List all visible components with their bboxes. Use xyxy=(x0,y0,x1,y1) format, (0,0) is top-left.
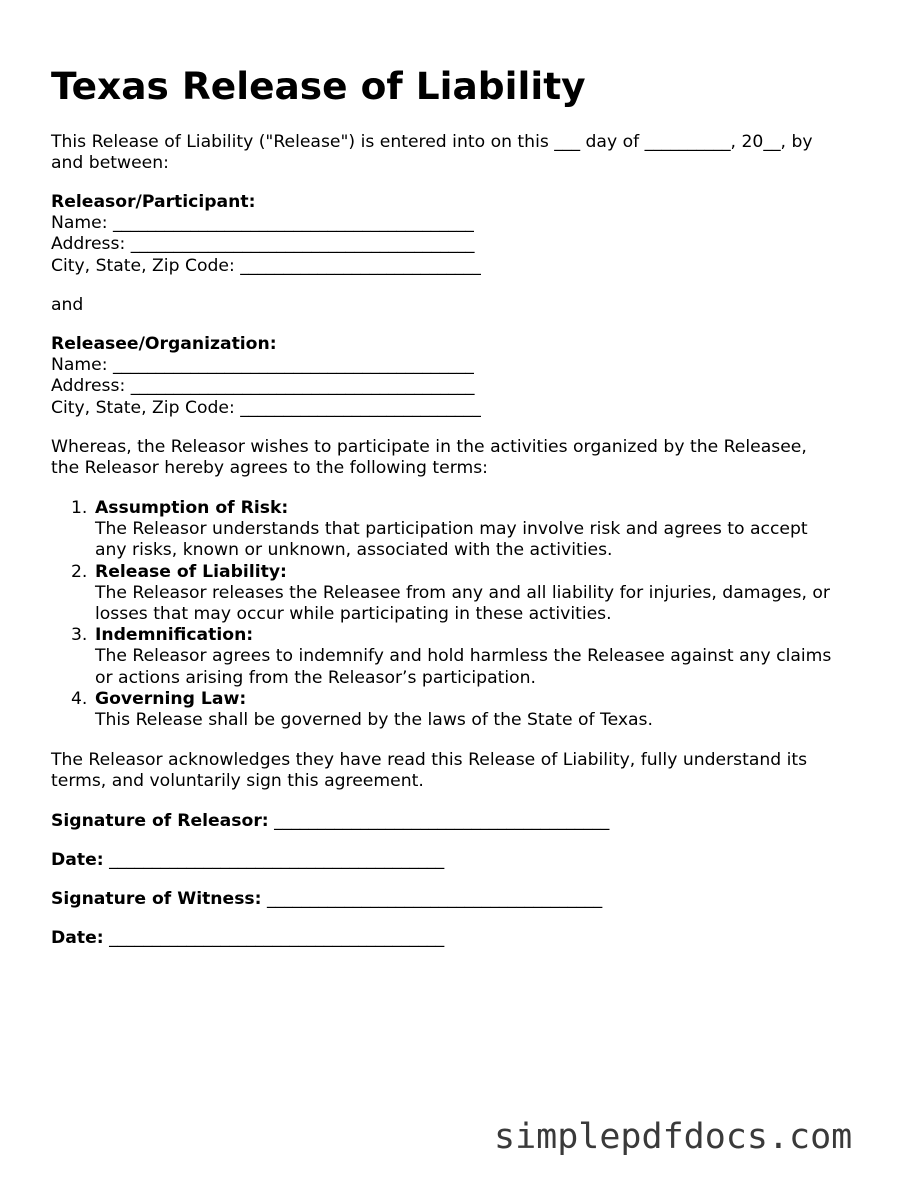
list-item xyxy=(51,689,871,731)
list-item xyxy=(51,625,871,689)
list-item xyxy=(51,562,871,626)
intro-line-2: and between: xyxy=(51,153,169,174)
releasor-address-field[interactable]: Address: ________________________________________ xyxy=(51,234,475,255)
releasee-name-field[interactable]: Name: __________________________________________ xyxy=(51,355,474,376)
and-label: and xyxy=(51,295,84,315)
releasor-signature-row[interactable] xyxy=(51,811,871,832)
term-text-line: or actions arising from the Releasor’s participation. xyxy=(95,667,536,688)
date-label-1: Date: xyxy=(51,850,104,870)
releasor-city-field[interactable]: City, State, Zip Code: ____________________________ xyxy=(51,255,481,276)
date-line-1[interactable]: _______________________________________ xyxy=(103,850,445,870)
witness-signature-row[interactable] xyxy=(51,889,871,910)
term-number: 2. xyxy=(71,561,88,582)
term-heading: Assumption of Risk: xyxy=(95,498,289,518)
witness-signature-label: Signature of Witness: xyxy=(51,889,262,909)
term-number: 3. xyxy=(71,625,88,646)
date-row-1[interactable] xyxy=(51,850,871,871)
term-number: 1. xyxy=(71,498,88,518)
releasee-address-field[interactable]: Address: ________________________________________ xyxy=(51,376,475,397)
page-title: Texas Release of Liability xyxy=(51,64,586,108)
intro-paragraph xyxy=(51,132,871,174)
acknowledgement-paragraph xyxy=(51,750,871,792)
date-row-2[interactable] xyxy=(51,928,871,949)
releasor-heading: Releasor/Participant: xyxy=(51,192,256,212)
and-text xyxy=(51,295,871,316)
terms-list xyxy=(51,498,871,731)
term-text-line: losses that may occur while participating in these activities. xyxy=(95,604,612,625)
whereas-paragraph xyxy=(51,437,871,479)
term-text-line: any risks, known or unknown, associated with the activities. xyxy=(95,540,613,561)
releasee-city-field[interactable]: City, State, Zip Code: ____________________________ xyxy=(51,397,481,418)
term-text-line: The Releasor understands that participation may involve risk and agrees to accept xyxy=(95,519,808,540)
term-heading: Release of Liability: xyxy=(95,561,287,582)
acknowledgement-line-1: The Releasor acknowledges they have read this Release of Liability, fully understand its xyxy=(51,750,808,770)
releasor-signature-label: Signature of Releasor: xyxy=(51,811,269,831)
list-item xyxy=(51,498,871,562)
releasee-section xyxy=(51,334,871,419)
acknowledgement-line-2: terms, and voluntarily sign this agreement. xyxy=(51,771,424,792)
term-text-line: The Releasor agrees to indemnify and hold harmless the Releasee against any claims xyxy=(95,646,832,667)
watermark: simplepdfdocs.com xyxy=(494,1117,853,1157)
date-line-2[interactable]: _______________________________________ xyxy=(103,928,445,948)
term-heading: Indemnification: xyxy=(95,625,254,646)
whereas-line-2: the Releasor hereby agrees to the following terms: xyxy=(51,458,488,479)
releasor-section xyxy=(51,192,871,277)
releasor-name-field[interactable]: Name: __________________________________________ xyxy=(51,213,474,234)
term-heading: Governing Law: xyxy=(95,688,247,709)
date-label-2: Date: xyxy=(51,928,104,948)
term-text-line: The Releasor releases the Releasee from any and all liability for injuries, damages, or xyxy=(95,582,830,603)
whereas-line-1: Whereas, the Releasor wishes to participate in the activities organized by the Releasee, xyxy=(51,437,807,457)
releasor-signature-line[interactable]: _______________________________________ xyxy=(268,811,610,831)
witness-signature-line[interactable]: _______________________________________ xyxy=(261,889,603,909)
term-text-line: This Release shall be governed by the laws of the State of Texas. xyxy=(95,710,653,731)
intro-line-1: This Release of Liability ("Release") is entered into on this ___ day of __________, 20__, by xyxy=(51,132,813,152)
term-number: 4. xyxy=(71,688,88,709)
releasee-heading: Releasee/Organization: xyxy=(51,334,277,354)
